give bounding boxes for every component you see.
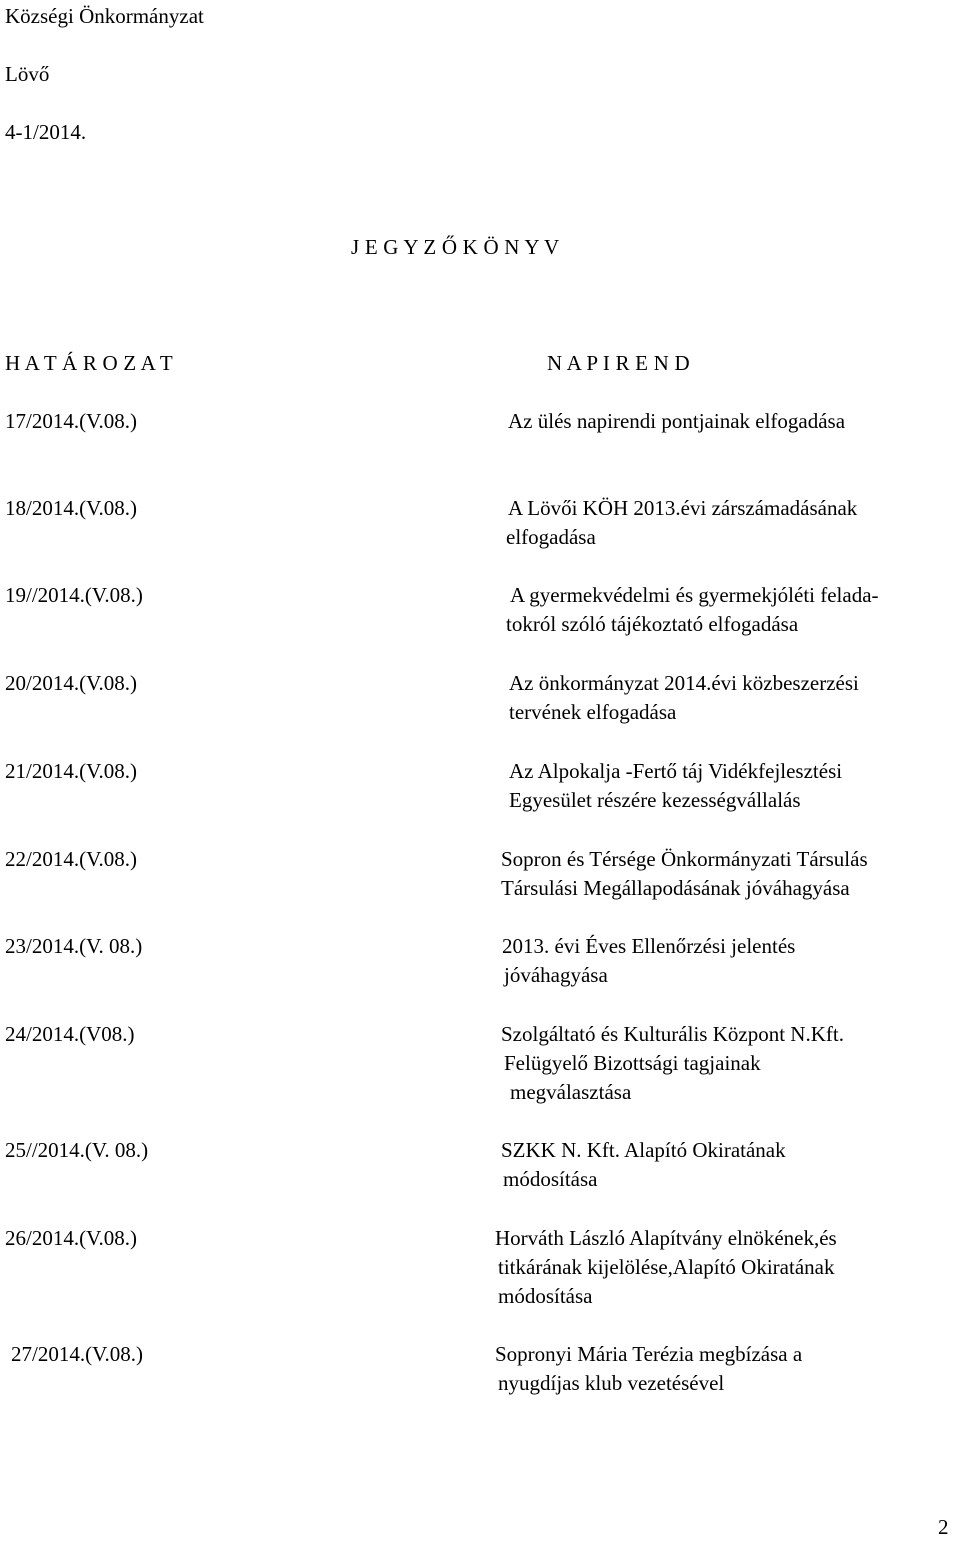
agenda-item bbox=[495, 1340, 802, 1398]
agenda-line: nyugdíjas klub vezetésével bbox=[498, 1371, 725, 1395]
agenda-line: Horváth László Alapítvány elnökének,és bbox=[495, 1226, 837, 1250]
resolution-number: 22/2014.(V.08.) bbox=[5, 847, 138, 871]
agenda-item bbox=[501, 845, 868, 903]
agenda-line: Felügyelő Bizottsági tagjainak bbox=[504, 1051, 761, 1075]
agenda-line: Az önkormányzat 2014.évi közbeszerzési bbox=[509, 671, 859, 695]
agenda-line: elfogadása bbox=[506, 525, 596, 549]
agenda-item bbox=[506, 581, 879, 639]
agenda-line: A Lövői KÖH 2013.évi zárszámadásának bbox=[508, 496, 858, 520]
resolution-number: 26/2014.(V.08.) bbox=[5, 1226, 138, 1250]
agenda-line: tokról szóló tájékoztató elfogadása bbox=[506, 612, 799, 636]
reference-number: 4-1/2014. bbox=[5, 120, 87, 144]
column-header-agenda: N A P I R E N D bbox=[547, 351, 690, 375]
resolution-number: 25//2014.(V. 08.) bbox=[5, 1138, 149, 1162]
page-number: 2 bbox=[938, 1515, 949, 1539]
agenda-line: A gyermekvédelmi és gyermekjóléti felada- bbox=[510, 583, 879, 607]
agenda-item bbox=[509, 669, 859, 727]
agenda-line: 2013. évi Éves Ellenőrzési jelentés bbox=[502, 934, 796, 958]
resolution-number: 17/2014.(V.08.) bbox=[5, 409, 138, 433]
document-title: J E G Y Z Ő K Ö N Y V bbox=[351, 235, 560, 259]
agenda-line: SZKK N. Kft. Alapító Okiratának bbox=[501, 1138, 786, 1162]
agenda-item bbox=[508, 407, 845, 436]
agenda-line: Sopronyi Mária Terézia megbízása a bbox=[495, 1342, 803, 1366]
resolution-number: 20/2014.(V.08.) bbox=[5, 671, 138, 695]
resolution-number: 19//2014.(V.08.) bbox=[5, 583, 143, 607]
agenda-line: jóváhagyása bbox=[504, 963, 608, 987]
agenda-line: Az ülés napirendi pontjainak elfogadása bbox=[508, 409, 846, 433]
agenda-item bbox=[502, 932, 795, 990]
agenda-item bbox=[506, 494, 857, 552]
org-name: Községi Önkormányzat bbox=[5, 4, 204, 28]
agenda-line: titkárának kijelölése,Alapító Okiratának bbox=[498, 1255, 835, 1279]
agenda-line: Egyesület részére kezességvállalás bbox=[509, 788, 801, 812]
agenda-item bbox=[501, 1136, 786, 1194]
agenda-line: tervének elfogadása bbox=[509, 700, 677, 724]
agenda-item bbox=[509, 757, 842, 815]
column-header-resolution: H A T Á R O Z A T bbox=[5, 351, 173, 375]
agenda-line: módosítása bbox=[498, 1284, 593, 1308]
agenda-item bbox=[495, 1224, 837, 1311]
agenda-line: Az Alpokalja -Fertő táj Vidékfejlesztési bbox=[509, 759, 843, 783]
agenda-line: megválasztása bbox=[510, 1080, 632, 1104]
resolution-number: 27/2014.(V.08.) bbox=[11, 1342, 144, 1366]
resolution-number: 23/2014.(V. 08.) bbox=[5, 934, 143, 958]
agenda-line: Szolgáltató és Kulturális Központ N.Kft. bbox=[501, 1022, 844, 1046]
resolution-number: 18/2014.(V.08.) bbox=[5, 496, 138, 520]
agenda-item bbox=[501, 1020, 844, 1107]
resolution-number: 21/2014.(V.08.) bbox=[5, 759, 138, 783]
agenda-line: módosítása bbox=[503, 1167, 598, 1191]
town-name: Lövő bbox=[5, 62, 50, 86]
agenda-line: Társulási Megállapodásának jóváhagyása bbox=[501, 876, 850, 900]
resolution-number: 24/2014.(V08.) bbox=[5, 1022, 135, 1046]
agenda-line: Sopron és Térsége Önkormányzati Társulás bbox=[501, 847, 868, 871]
